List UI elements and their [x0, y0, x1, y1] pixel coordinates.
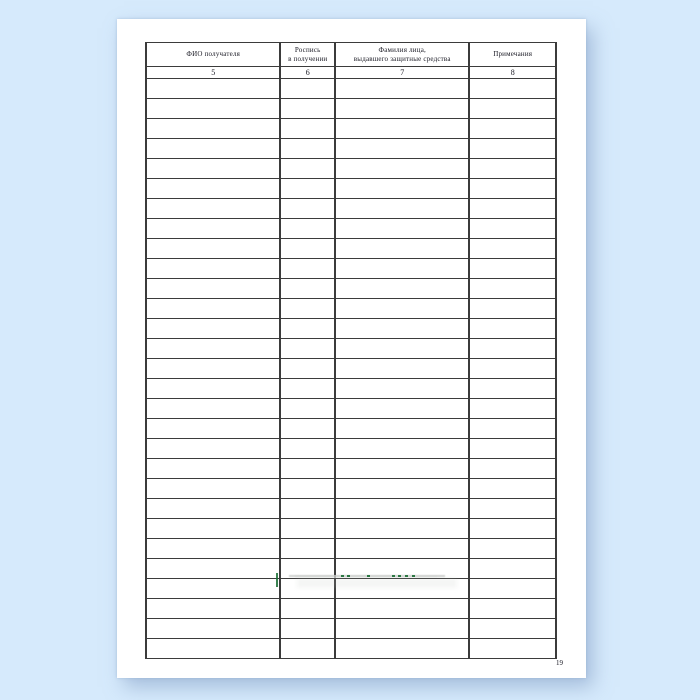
empty-cell: [469, 299, 556, 319]
column-header-line: Роспись: [294, 45, 321, 54]
empty-cell: [146, 219, 280, 239]
empty-cell: [146, 279, 280, 299]
empty-cell: [469, 159, 556, 179]
empty-cell: [280, 459, 335, 479]
empty-cell: [146, 599, 280, 619]
table-row: [146, 139, 556, 159]
empty-cell: [280, 439, 335, 459]
table-row: [146, 259, 556, 279]
empty-cell: [335, 239, 469, 259]
watermark-dash: [276, 573, 278, 587]
empty-cell: [469, 199, 556, 219]
empty-cell: [280, 99, 335, 119]
table-header: [146, 43, 556, 79]
table-row: [146, 539, 556, 559]
empty-cell: [146, 239, 280, 259]
empty-cell: [469, 239, 556, 259]
empty-cell: [335, 359, 469, 379]
table-row: [146, 339, 556, 359]
empty-cell: [469, 459, 556, 479]
column-number-6: 6: [280, 67, 335, 79]
column-header-6: [280, 43, 335, 67]
empty-cell: [469, 359, 556, 379]
column-header-line: Примечания: [493, 50, 533, 58]
empty-cell: [280, 379, 335, 399]
column-header-line: выдавшего защитные средства: [353, 54, 451, 63]
empty-cell: [280, 639, 335, 659]
empty-cell: [469, 539, 556, 559]
table-row: [146, 599, 556, 619]
empty-cell: [469, 519, 556, 539]
table-row: [146, 79, 556, 99]
table-row: [146, 499, 556, 519]
table-row: [146, 459, 556, 479]
empty-cell: [146, 259, 280, 279]
empty-cell: [280, 199, 335, 219]
empty-cell: [146, 339, 280, 359]
empty-cell: [335, 179, 469, 199]
empty-cell: [146, 499, 280, 519]
empty-cell: [146, 619, 280, 639]
empty-cell: [335, 519, 469, 539]
empty-cell: [335, 119, 469, 139]
empty-cell: [146, 439, 280, 459]
document-page: [117, 19, 586, 678]
empty-cell: [469, 479, 556, 499]
empty-cell: [335, 259, 469, 279]
table-row: [146, 159, 556, 179]
empty-cell: [146, 179, 280, 199]
empty-cell: [146, 99, 280, 119]
empty-cell: [280, 239, 335, 259]
table-row: [146, 479, 556, 499]
empty-cell: [280, 299, 335, 319]
empty-cell: [335, 319, 469, 339]
empty-cell: [335, 159, 469, 179]
table-body: [146, 79, 556, 659]
table-row: [146, 639, 556, 659]
empty-cell: [146, 199, 280, 219]
empty-cell: [146, 559, 280, 579]
table-row: [146, 199, 556, 219]
empty-cell: [280, 499, 335, 519]
empty-cell: [146, 359, 280, 379]
empty-cell: [146, 479, 280, 499]
empty-cell: [335, 279, 469, 299]
empty-cell: [280, 539, 335, 559]
table-row: [146, 279, 556, 299]
empty-cell: [469, 279, 556, 299]
table-row: [146, 419, 556, 439]
page-number: 19: [556, 659, 563, 667]
table-row: [146, 519, 556, 539]
empty-cell: [469, 259, 556, 279]
empty-cell: [280, 419, 335, 439]
column-number-8: 8: [469, 67, 556, 79]
column-header-7: [335, 43, 469, 67]
empty-cell: [335, 199, 469, 219]
table-row: [146, 179, 556, 199]
empty-cell: [146, 159, 280, 179]
empty-cell: [280, 259, 335, 279]
watermark-dot: [405, 575, 408, 577]
empty-cell: [280, 399, 335, 419]
empty-cell: [280, 219, 335, 239]
empty-cell: [335, 219, 469, 239]
empty-cell: [335, 439, 469, 459]
empty-cell: [469, 319, 556, 339]
empty-cell: [146, 379, 280, 399]
empty-cell: [335, 619, 469, 639]
watermark-dot: [347, 575, 350, 577]
empty-cell: [469, 99, 556, 119]
column-number-7: 7: [335, 67, 469, 79]
empty-cell: [146, 79, 280, 99]
empty-cell: [335, 299, 469, 319]
watermark-dot: [392, 575, 395, 577]
empty-cell: [146, 519, 280, 539]
empty-cell: [280, 279, 335, 299]
column-header-line: в получении: [288, 54, 328, 63]
empty-cell: [469, 179, 556, 199]
empty-cell: [280, 179, 335, 199]
empty-cell: [469, 579, 556, 599]
empty-cell: [335, 539, 469, 559]
empty-cell: [335, 459, 469, 479]
empty-cell: [280, 619, 335, 639]
table-row: [146, 359, 556, 379]
empty-cell: [335, 599, 469, 619]
empty-cell: [280, 159, 335, 179]
empty-cell: [469, 639, 556, 659]
empty-cell: [469, 139, 556, 159]
empty-cell: [280, 119, 335, 139]
empty-cell: [335, 139, 469, 159]
empty-cell: [469, 119, 556, 139]
empty-cell: [280, 319, 335, 339]
empty-cell: [469, 439, 556, 459]
table-row: [146, 439, 556, 459]
empty-cell: [280, 359, 335, 379]
empty-cell: [469, 339, 556, 359]
empty-cell: [469, 419, 556, 439]
empty-cell: [469, 599, 556, 619]
empty-cell: [335, 99, 469, 119]
empty-cell: [280, 599, 335, 619]
empty-cell: [335, 339, 469, 359]
watermark-dot: [398, 575, 401, 577]
empty-cell: [469, 219, 556, 239]
header-row: [146, 43, 556, 67]
table-row: [146, 239, 556, 259]
empty-cell: [146, 639, 280, 659]
empty-cell: [146, 419, 280, 439]
column-header-5: [146, 43, 280, 67]
empty-cell: [335, 479, 469, 499]
column-header-line: ФИО получателя: [186, 50, 241, 58]
empty-cell: [146, 539, 280, 559]
empty-cell: [280, 339, 335, 359]
empty-cell: [146, 319, 280, 339]
watermark-dot: [412, 575, 415, 577]
empty-cell: [335, 639, 469, 659]
empty-cell: [469, 619, 556, 639]
table-row: [146, 399, 556, 419]
empty-cell: [146, 299, 280, 319]
empty-cell: [146, 139, 280, 159]
watermark-dot: [367, 575, 370, 577]
empty-cell: [146, 459, 280, 479]
empty-cell: [280, 79, 335, 99]
empty-cell: [469, 379, 556, 399]
empty-cell: [146, 579, 280, 599]
table-row: [146, 319, 556, 339]
column-number-5: 5: [146, 67, 280, 79]
empty-cell: [335, 79, 469, 99]
empty-cell: [280, 519, 335, 539]
register-table: [145, 42, 557, 659]
table-row: [146, 99, 556, 119]
column-header-line: Фамилия лица,: [378, 45, 426, 54]
table-row: [146, 379, 556, 399]
empty-cell: [280, 139, 335, 159]
table-row: [146, 219, 556, 239]
watermark-smudge: [297, 578, 457, 588]
empty-cell: [469, 499, 556, 519]
empty-cell: [335, 379, 469, 399]
table-row: [146, 119, 556, 139]
empty-cell: [335, 419, 469, 439]
empty-cell: [146, 119, 280, 139]
table-row: [146, 619, 556, 639]
empty-cell: [335, 399, 469, 419]
table-row: [146, 299, 556, 319]
empty-cell: [469, 79, 556, 99]
empty-cell: [280, 479, 335, 499]
empty-cell: [469, 559, 556, 579]
empty-cell: [469, 399, 556, 419]
watermark-dot: [341, 575, 344, 577]
empty-cell: [146, 399, 280, 419]
column-header-8: [469, 43, 556, 67]
column-number-row: [146, 67, 556, 79]
empty-cell: [335, 499, 469, 519]
